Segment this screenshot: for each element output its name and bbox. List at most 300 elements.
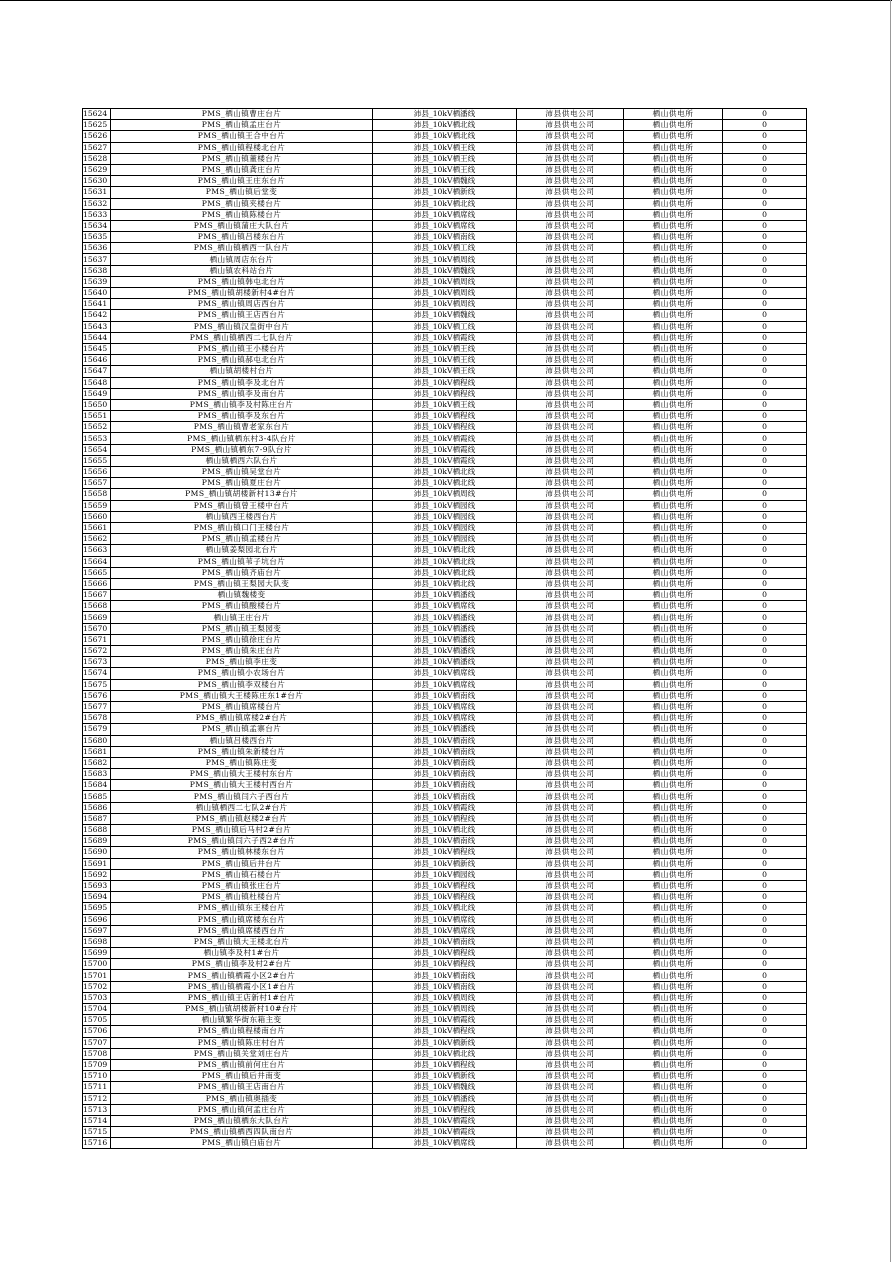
table-row — [83, 209, 807, 220]
company-cell: 沛县供电公司 — [517, 109, 624, 120]
station-name-cell: PMS_栖山镇东王楼台片 — [111, 903, 373, 914]
company-cell: 沛县供电公司 — [517, 690, 624, 701]
company-cell: 沛县供电公司 — [517, 120, 624, 131]
table-row — [83, 880, 807, 891]
page-top-rule — [0, 0, 892, 1]
value-cell: 0 — [723, 612, 807, 623]
table-row — [83, 981, 807, 992]
row-id-cell: 15662 — [83, 534, 111, 545]
table-row — [83, 757, 807, 768]
company-cell: 沛县供电公司 — [517, 578, 624, 589]
row-id-cell: 15696 — [83, 914, 111, 925]
feeder-line-cell: 沛县_10kV栖潘线 — [373, 109, 517, 120]
table-row — [83, 1082, 807, 1093]
station-name-cell: PMS_栖山镇栖东7-9队台片 — [111, 444, 373, 455]
value-cell: 0 — [723, 623, 807, 634]
company-cell: 沛县供电公司 — [517, 925, 624, 936]
station-name-cell: 栖山镇胡楼村台片 — [111, 366, 373, 377]
feeder-line-cell: 沛县_10kV栖北线 — [373, 903, 517, 914]
row-id-cell: 15637 — [83, 254, 111, 265]
station-name-cell: PMS_栖山镇酸楼台片 — [111, 601, 373, 612]
company-cell: 沛县供电公司 — [517, 657, 624, 668]
row-id-cell: 15673 — [83, 657, 111, 668]
page-right-edge — [890, 0, 891, 1262]
value-cell: 0 — [723, 556, 807, 567]
feeder-line-cell: 沛县_10kV栖北线 — [373, 131, 517, 142]
value-cell: 0 — [723, 332, 807, 343]
table-row — [83, 825, 807, 836]
row-id-cell: 15679 — [83, 724, 111, 735]
feeder-line-cell: 沛县_10kV栖霞线 — [373, 802, 517, 813]
company-cell: 沛县供电公司 — [517, 936, 624, 947]
supply-station-cell: 栖山供电所 — [624, 914, 723, 925]
company-cell: 沛县供电公司 — [517, 187, 624, 198]
feeder-line-cell: 沛县_10kV栖席线 — [373, 220, 517, 231]
row-id-cell: 15638 — [83, 265, 111, 276]
supply-station-cell: 栖山供电所 — [624, 724, 723, 735]
table-row — [83, 936, 807, 947]
value-cell: 0 — [723, 299, 807, 310]
value-cell: 0 — [723, 847, 807, 858]
station-name-cell: PMS_栖山镇夹楼台片 — [111, 198, 373, 209]
company-cell: 沛县供电公司 — [517, 220, 624, 231]
table-row — [83, 243, 807, 254]
company-cell: 沛县供电公司 — [517, 310, 624, 321]
value-cell: 0 — [723, 355, 807, 366]
feeder-line-cell: 沛县_10kV栖新线 — [373, 1071, 517, 1082]
company-cell: 沛县供电公司 — [517, 825, 624, 836]
station-name-cell: PMS_栖山镇李及村2#台片 — [111, 959, 373, 970]
company-cell: 沛县供电公司 — [517, 511, 624, 522]
feeder-line-cell: 沛县_10kV栖新线 — [373, 187, 517, 198]
value-cell: 0 — [723, 388, 807, 399]
row-id-cell: 15689 — [83, 836, 111, 847]
row-id-cell: 15671 — [83, 634, 111, 645]
row-id-cell: 15657 — [83, 478, 111, 489]
table-row — [83, 388, 807, 399]
value-cell: 0 — [723, 825, 807, 836]
value-cell: 0 — [723, 981, 807, 992]
station-name-cell: PMS_栖山镇栖西二七队台片 — [111, 332, 373, 343]
value-cell: 0 — [723, 455, 807, 466]
company-cell: 沛县供电公司 — [517, 948, 624, 959]
station-name-cell: PMS_栖山镇王庄东台片 — [111, 176, 373, 187]
company-cell: 沛县供电公司 — [517, 444, 624, 455]
station-name-cell: PMS_栖山镇闫六子西2#台片 — [111, 836, 373, 847]
value-cell: 0 — [723, 545, 807, 556]
supply-station-cell: 栖山供电所 — [624, 332, 723, 343]
row-id-cell: 15645 — [83, 343, 111, 354]
company-cell: 沛县供电公司 — [517, 1138, 624, 1149]
feeder-line-cell: 沛县_10kV栖周线 — [373, 288, 517, 299]
station-name-cell: PMS_栖山镇孟楼台片 — [111, 534, 373, 545]
supply-station-cell: 栖山供电所 — [624, 232, 723, 243]
company-cell: 沛县供电公司 — [517, 455, 624, 466]
table-row — [83, 332, 807, 343]
company-cell: 沛县供电公司 — [517, 880, 624, 891]
table-row — [83, 578, 807, 589]
company-cell: 沛县供电公司 — [517, 769, 624, 780]
value-cell: 0 — [723, 1037, 807, 1048]
company-cell: 沛县供电公司 — [517, 981, 624, 992]
value-cell: 0 — [723, 422, 807, 433]
row-id-cell: 15697 — [83, 925, 111, 936]
table-row — [83, 1026, 807, 1037]
row-id-cell: 15629 — [83, 164, 111, 175]
station-name-cell: PMS_栖山镇胡楼新村13#台片 — [111, 489, 373, 500]
supply-station-cell: 栖山供电所 — [624, 657, 723, 668]
supply-station-cell: 栖山供电所 — [624, 813, 723, 824]
table-row — [83, 769, 807, 780]
table-row — [83, 142, 807, 153]
value-cell: 0 — [723, 914, 807, 925]
table-row — [83, 444, 807, 455]
feeder-line-cell: 沛县_10kV栖园线 — [373, 511, 517, 522]
row-id-cell: 15626 — [83, 131, 111, 142]
row-id-cell: 15701 — [83, 970, 111, 981]
supply-station-cell: 栖山供电所 — [624, 187, 723, 198]
feeder-line-cell: 沛县_10kV栖南线 — [373, 780, 517, 791]
supply-station-cell: 栖山供电所 — [624, 713, 723, 724]
feeder-line-cell: 沛县_10kV栖霞线 — [373, 1127, 517, 1138]
table-row — [83, 1093, 807, 1104]
feeder-line-cell: 沛县_10kV栖北线 — [373, 478, 517, 489]
station-name-cell: PMS_栖山镇前何庄台片 — [111, 1059, 373, 1070]
supply-station-cell: 栖山供电所 — [624, 612, 723, 623]
supply-station-cell: 栖山供电所 — [624, 959, 723, 970]
value-cell: 0 — [723, 634, 807, 645]
company-cell: 沛县供电公司 — [517, 668, 624, 679]
feeder-line-cell: 沛县_10kV栖席线 — [373, 701, 517, 712]
row-id-cell: 15648 — [83, 377, 111, 388]
value-cell: 0 — [723, 1048, 807, 1059]
row-id-cell: 15688 — [83, 825, 111, 836]
station-name-cell: 栖山镇姜梨园北台片 — [111, 545, 373, 556]
table-row — [83, 433, 807, 444]
feeder-line-cell: 沛县_10kV栖工线 — [373, 321, 517, 332]
row-id-cell: 15698 — [83, 936, 111, 947]
feeder-line-cell: 沛县_10kV栖潘线 — [373, 590, 517, 601]
company-cell: 沛县供电公司 — [517, 489, 624, 500]
feeder-line-cell: 沛县_10kV栖魏线 — [373, 1082, 517, 1093]
station-name-cell: PMS_栖山镇胡楼新村4#台片 — [111, 288, 373, 299]
row-id-cell: 15651 — [83, 411, 111, 422]
station-name-cell: PMS_栖山镇陈楼台片 — [111, 209, 373, 220]
supply-station-cell: 栖山供电所 — [624, 925, 723, 936]
station-name-cell: PMS_栖山镇大王楼村东台片 — [111, 769, 373, 780]
station-name-cell: PMS_栖山镇孟寨台片 — [111, 724, 373, 735]
value-cell: 0 — [723, 880, 807, 891]
value-cell: 0 — [723, 869, 807, 880]
row-id-cell: 15690 — [83, 847, 111, 858]
value-cell: 0 — [723, 321, 807, 332]
table-row — [83, 601, 807, 612]
value-cell: 0 — [723, 1026, 807, 1037]
value-cell: 0 — [723, 769, 807, 780]
company-cell: 沛县供电公司 — [517, 411, 624, 422]
supply-station-cell: 栖山供电所 — [624, 299, 723, 310]
row-id-cell: 15683 — [83, 769, 111, 780]
station-name-cell: PMS_栖山镇夏庄台片 — [111, 478, 373, 489]
feeder-line-cell: 沛县_10kV栖南线 — [373, 970, 517, 981]
table-row — [83, 836, 807, 847]
row-id-cell: 15684 — [83, 780, 111, 791]
feeder-line-cell: 沛县_10kV栖新线 — [373, 858, 517, 869]
station-name-cell: 栖山镇栖西六队台片 — [111, 455, 373, 466]
value-cell: 0 — [723, 187, 807, 198]
feeder-line-cell: 沛县_10kV栖程线 — [373, 880, 517, 891]
supply-station-cell: 栖山供电所 — [624, 791, 723, 802]
row-id-cell: 15678 — [83, 713, 111, 724]
table-row — [83, 612, 807, 623]
row-id-cell: 15650 — [83, 399, 111, 410]
company-cell: 沛县供电公司 — [517, 556, 624, 567]
station-name-cell: PMS_栖山镇李及南台片 — [111, 388, 373, 399]
feeder-line-cell: 沛县_10kV栖王线 — [373, 153, 517, 164]
feeder-line-cell: 沛县_10kV栖园线 — [373, 522, 517, 533]
row-id-cell: 15692 — [83, 869, 111, 880]
table-row — [83, 948, 807, 959]
value-cell: 0 — [723, 724, 807, 735]
station-name-cell: PMS_栖山镇口门王楼台片 — [111, 522, 373, 533]
table-row — [83, 903, 807, 914]
company-cell: 沛县供电公司 — [517, 1071, 624, 1082]
supply-station-cell: 栖山供电所 — [624, 1127, 723, 1138]
row-id-cell: 15653 — [83, 433, 111, 444]
station-name-cell: PMS_栖山镇后井南变 — [111, 1071, 373, 1082]
station-name-cell: 栖山镇李及村1#台片 — [111, 948, 373, 959]
value-cell: 0 — [723, 109, 807, 120]
company-cell: 沛县供电公司 — [517, 802, 624, 813]
company-cell: 沛县供电公司 — [517, 724, 624, 735]
row-id-cell: 15658 — [83, 489, 111, 500]
row-id-cell: 15716 — [83, 1138, 111, 1149]
feeder-line-cell: 沛县_10kV栖园线 — [373, 869, 517, 880]
value-cell: 0 — [723, 164, 807, 175]
company-cell: 沛县供电公司 — [517, 1026, 624, 1037]
table-row — [83, 545, 807, 556]
company-cell: 沛县供电公司 — [517, 780, 624, 791]
feeder-line-cell: 沛县_10kV栖魏线 — [373, 310, 517, 321]
row-id-cell: 15695 — [83, 903, 111, 914]
table-row — [83, 668, 807, 679]
supply-station-cell: 栖山供电所 — [624, 1026, 723, 1037]
feeder-line-cell: 沛县_10kV栖席线 — [373, 679, 517, 690]
row-id-cell: 15633 — [83, 209, 111, 220]
station-name-cell: PMS_栖山镇赵楼2#台片 — [111, 813, 373, 824]
supply-station-cell: 栖山供电所 — [624, 735, 723, 746]
station-name-cell: PMS_栖山镇林楼东台片 — [111, 847, 373, 858]
supply-station-cell: 栖山供电所 — [624, 668, 723, 679]
table-row — [83, 802, 807, 813]
row-id-cell: 15634 — [83, 220, 111, 231]
company-cell: 沛县供电公司 — [517, 433, 624, 444]
value-cell: 0 — [723, 757, 807, 768]
table-row — [83, 411, 807, 422]
company-cell: 沛县供电公司 — [517, 679, 624, 690]
supply-station-cell: 栖山供电所 — [624, 321, 723, 332]
supply-station-cell: 栖山供电所 — [624, 567, 723, 578]
company-cell: 沛县供电公司 — [517, 332, 624, 343]
feeder-line-cell: 沛县_10kV栖程线 — [373, 1104, 517, 1115]
station-name-cell: PMS_栖山镇王梨园大队变 — [111, 578, 373, 589]
station-name-cell: PMS_栖山镇程楼南台片 — [111, 1026, 373, 1037]
station-name-cell: PMS_栖山镇齐庙台片 — [111, 567, 373, 578]
row-id-cell: 15654 — [83, 444, 111, 455]
row-id-cell: 15677 — [83, 701, 111, 712]
feeder-line-cell: 沛县_10kV栖新线 — [373, 1037, 517, 1048]
supply-station-cell: 栖山供电所 — [624, 757, 723, 768]
feeder-line-cell: 沛县_10kV栖席线 — [373, 1138, 517, 1149]
supply-station-cell: 栖山供电所 — [624, 1138, 723, 1149]
row-id-cell: 15675 — [83, 679, 111, 690]
row-id-cell: 15702 — [83, 981, 111, 992]
row-id-cell: 15660 — [83, 511, 111, 522]
value-cell: 0 — [723, 265, 807, 276]
supply-station-cell: 栖山供电所 — [624, 1059, 723, 1070]
value-cell: 0 — [723, 433, 807, 444]
value-cell: 0 — [723, 601, 807, 612]
value-cell: 0 — [723, 1082, 807, 1093]
supply-station-cell: 栖山供电所 — [624, 746, 723, 757]
row-id-cell: 15669 — [83, 612, 111, 623]
table-row — [83, 567, 807, 578]
company-cell: 沛县供电公司 — [517, 813, 624, 824]
value-cell: 0 — [723, 1138, 807, 1149]
table-row — [83, 623, 807, 634]
feeder-line-cell: 沛县_10kV栖北线 — [373, 120, 517, 131]
supply-station-cell: 栖山供电所 — [624, 131, 723, 142]
value-cell: 0 — [723, 892, 807, 903]
station-name-cell: PMS_栖山镇龚庄台片 — [111, 164, 373, 175]
company-cell: 沛县供电公司 — [517, 601, 624, 612]
station-name-cell: PMS_栖山镇蒲庄大队台片 — [111, 220, 373, 231]
value-cell: 0 — [723, 858, 807, 869]
company-cell: 沛县供电公司 — [517, 623, 624, 634]
row-id-cell: 15640 — [83, 288, 111, 299]
table-row — [83, 500, 807, 511]
table-body — [83, 109, 807, 1149]
row-id-cell: 15641 — [83, 299, 111, 310]
row-id-cell: 15694 — [83, 892, 111, 903]
row-id-cell: 15682 — [83, 757, 111, 768]
table-row — [83, 511, 807, 522]
row-id-cell: 15655 — [83, 455, 111, 466]
station-name-cell: PMS_栖山镇奥插变 — [111, 1093, 373, 1104]
value-cell: 0 — [723, 802, 807, 813]
supply-station-cell: 栖山供电所 — [624, 1048, 723, 1059]
company-cell: 沛县供电公司 — [517, 713, 624, 724]
value-cell: 0 — [723, 590, 807, 601]
value-cell: 0 — [723, 198, 807, 209]
row-id-cell: 15686 — [83, 802, 111, 813]
company-cell: 沛县供电公司 — [517, 914, 624, 925]
feeder-line-cell: 沛县_10kV栖霞线 — [373, 444, 517, 455]
row-id-cell: 15691 — [83, 858, 111, 869]
company-cell: 沛县供电公司 — [517, 646, 624, 657]
table-row — [83, 321, 807, 332]
value-cell: 0 — [723, 467, 807, 478]
row-id-cell: 15636 — [83, 243, 111, 254]
station-name-cell: 栖山镇王庄台片 — [111, 612, 373, 623]
supply-station-cell: 栖山供电所 — [624, 1037, 723, 1048]
table-row — [83, 232, 807, 243]
company-cell: 沛县供电公司 — [517, 1115, 624, 1126]
table-row — [83, 366, 807, 377]
supply-station-cell: 栖山供电所 — [624, 254, 723, 265]
station-name-cell: PMS_栖山镇周店西台片 — [111, 299, 373, 310]
supply-station-cell: 栖山供电所 — [624, 511, 723, 522]
company-cell: 沛县供电公司 — [517, 478, 624, 489]
company-cell: 沛县供电公司 — [517, 746, 624, 757]
station-name-cell: PMS_栖山镇席楼2#台片 — [111, 713, 373, 724]
station-name-cell: PMS_栖山镇郝屯北台片 — [111, 355, 373, 366]
company-cell: 沛县供电公司 — [517, 757, 624, 768]
table-row — [83, 1004, 807, 1015]
table-row — [83, 153, 807, 164]
row-id-cell: 15680 — [83, 735, 111, 746]
supply-station-cell: 栖山供电所 — [624, 847, 723, 858]
supply-station-cell: 栖山供电所 — [624, 992, 723, 1003]
feeder-line-cell: 沛县_10kV栖王线 — [373, 164, 517, 175]
table-row — [83, 276, 807, 287]
feeder-line-cell: 沛县_10kV栖北线 — [373, 578, 517, 589]
feeder-line-cell: 沛县_10kV栖程线 — [373, 388, 517, 399]
value-cell: 0 — [723, 657, 807, 668]
supply-station-cell: 栖山供电所 — [624, 489, 723, 500]
row-id-cell: 15715 — [83, 1127, 111, 1138]
value-cell: 0 — [723, 791, 807, 802]
feeder-line-cell: 沛县_10kV栖霞线 — [373, 1115, 517, 1126]
company-cell: 沛县供电公司 — [517, 299, 624, 310]
table-row — [83, 1115, 807, 1126]
value-cell: 0 — [723, 1115, 807, 1126]
station-name-cell: PMS_栖山镇孟庄台片 — [111, 120, 373, 131]
company-cell: 沛县供电公司 — [517, 992, 624, 1003]
value-cell: 0 — [723, 489, 807, 500]
supply-station-cell: 栖山供电所 — [624, 769, 723, 780]
company-cell: 沛县供电公司 — [517, 1015, 624, 1026]
supply-station-cell: 栖山供电所 — [624, 1082, 723, 1093]
supply-station-cell: 栖山供电所 — [624, 948, 723, 959]
feeder-line-cell: 沛县_10kV栖席线 — [373, 209, 517, 220]
value-cell: 0 — [723, 813, 807, 824]
value-cell: 0 — [723, 500, 807, 511]
value-cell: 0 — [723, 1071, 807, 1082]
table-row — [83, 489, 807, 500]
company-cell: 沛县供电公司 — [517, 399, 624, 410]
company-cell: 沛县供电公司 — [517, 254, 624, 265]
company-cell: 沛县供电公司 — [517, 791, 624, 802]
supply-station-cell: 栖山供电所 — [624, 478, 723, 489]
row-id-cell: 15643 — [83, 321, 111, 332]
value-cell: 0 — [723, 646, 807, 657]
table-row — [83, 735, 807, 746]
feeder-line-cell: 沛县_10kV栖程线 — [373, 422, 517, 433]
station-name-cell: PMS_栖山镇闫六子西台片 — [111, 791, 373, 802]
table-row — [83, 220, 807, 231]
table-row — [83, 634, 807, 645]
supply-station-cell: 栖山供电所 — [624, 399, 723, 410]
supply-station-cell: 栖山供电所 — [624, 601, 723, 612]
table-row — [83, 422, 807, 433]
row-id-cell: 15625 — [83, 120, 111, 131]
row-id-cell: 15712 — [83, 1093, 111, 1104]
supply-station-cell: 栖山供电所 — [624, 220, 723, 231]
value-cell: 0 — [723, 992, 807, 1003]
feeder-line-cell: 沛县_10kV栖南线 — [373, 746, 517, 757]
supply-station-cell: 栖山供电所 — [624, 467, 723, 478]
